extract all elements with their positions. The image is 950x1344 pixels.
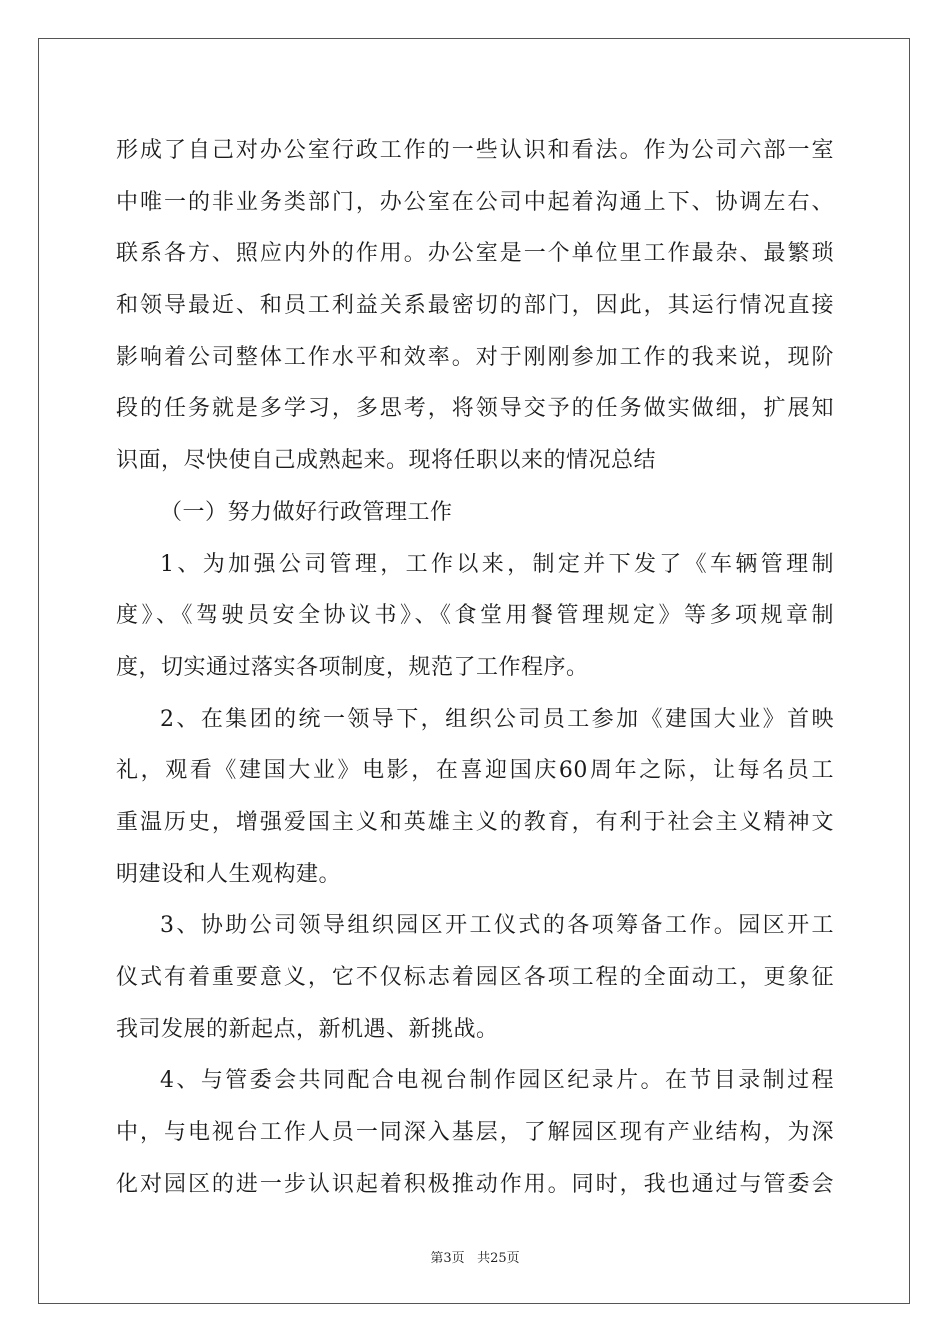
- text-line: 我司发展的新起点，新机遇、新挑战。: [116, 1016, 499, 1042]
- text-line: 形成了自己对办公室行政工作的一些认识和看法。作为公司六部一室: [116, 138, 834, 163]
- text-line: 重温历史，增强爱国主义和英雄主义的教育，有利于社会主义精神文: [116, 809, 834, 835]
- text-line: 1、为加强公司管理，工作以来，制定并下发了《车辆管理制: [160, 551, 834, 577]
- page-footer: [0, 1247, 950, 1266]
- page-number: 第3页: [430, 1251, 465, 1266]
- section-heading: （一）努力做好行政管理工作: [160, 499, 453, 525]
- text-line: 中，与电视台工作人员一同深入基层，了解园区现有产业结构，为深: [116, 1120, 834, 1146]
- text-line: 仪式有着重要意义，它不仅标志着园区各项工程的全面动工，更象征: [116, 965, 834, 990]
- text-line: 4、与管委会共同配合电视台制作园区纪录片。在节目录制过程: [160, 1068, 834, 1094]
- text-line: 礼，观看《建国大业》电影，在喜迎国庆60周年之际，让每名员工: [116, 758, 834, 784]
- text-line: 识面，尽快使自己成熟起来。现将任职以来的情况总结: [116, 448, 657, 474]
- text-line: 联系各方、照应内外的作用。办公室是一个单位里工作最杂、最繁琐: [116, 241, 834, 267]
- text-line: 化对园区的进一步认识起着积极推动作用。同时，我也通过与管委会: [116, 1171, 834, 1197]
- page-total: 共25页: [477, 1251, 520, 1266]
- text-line: 段的任务就是多学习，多思考，将领导交予的任务做实做细，扩展知: [116, 396, 834, 422]
- document-body: [116, 125, 834, 1210]
- text-line: 度，切实通过落实各项制度，规范了工作程序。: [116, 654, 589, 680]
- text-line: 中唯一的非业务类部门，办公室在公司中起着沟通上下、协调左右、: [116, 189, 834, 215]
- text-line: 明建设和人生观构建。: [116, 861, 342, 887]
- text-line: 影响着公司整体工作水平和效率。对于刚刚参加工作的我来说，现阶: [116, 344, 834, 370]
- text-line: 3、协助公司领导组织园区开工仪式的各项筹备工作。园区开工: [160, 913, 834, 939]
- text-line: 度》、《驾驶员安全协议书》、《食堂用餐管理规定》等多项规章制: [116, 603, 834, 629]
- text-line: 2、在集团的统一领导下，组织公司员工参加《建国大业》首映: [160, 706, 834, 732]
- text-line: 和领导最近、和员工利益关系最密切的部门，因此，其运行情况直接: [116, 293, 834, 319]
